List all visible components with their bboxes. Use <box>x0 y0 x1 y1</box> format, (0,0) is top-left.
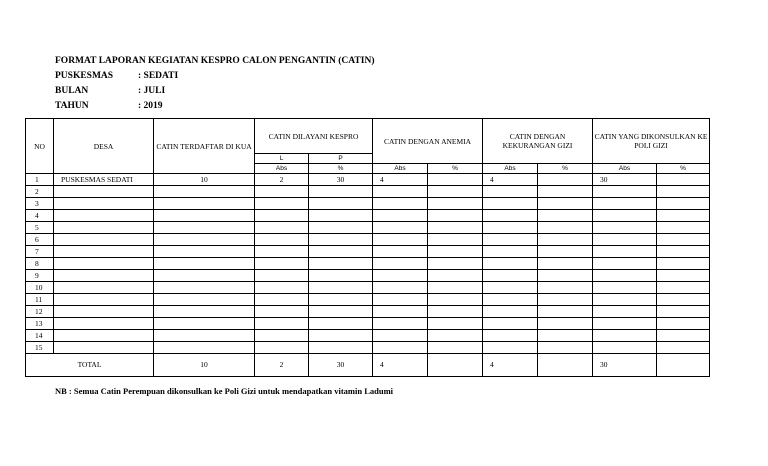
cell-gizi-pct <box>538 342 593 354</box>
cell-anemia-abs <box>373 318 428 330</box>
cell-kespro-pct <box>309 270 373 282</box>
cell-poli-abs <box>593 294 657 306</box>
cell-no: 6 <box>26 234 54 246</box>
col-pct-header: % <box>538 164 593 174</box>
cell-no: 4 <box>26 210 54 222</box>
cell-poli-abs <box>593 198 657 210</box>
col-pct-header: % <box>428 164 483 174</box>
cell-no: 13 <box>26 318 54 330</box>
cell-desa <box>54 318 154 330</box>
cell-kespro-abs <box>255 222 309 234</box>
table-row <box>26 306 710 318</box>
cell-no: 5 <box>26 222 54 234</box>
cell-gizi-pct <box>538 234 593 246</box>
cell-terdaftar <box>154 186 255 198</box>
info-value: : JULI <box>138 86 166 96</box>
info-key: BULAN <box>55 86 89 96</box>
cell-gizi-abs: 4 <box>483 174 538 186</box>
cell-terdaftar <box>154 270 255 282</box>
col-pct-header: % <box>309 164 373 174</box>
info-key: PUSKESMAS <box>55 71 114 81</box>
cell-no: 3 <box>26 198 54 210</box>
cell-anemia-abs: 4 <box>373 174 428 186</box>
cell-gizi-pct <box>538 198 593 210</box>
cell-poli-abs <box>593 246 657 258</box>
cell-gizi-pct <box>538 282 593 294</box>
cell-no: 12 <box>26 306 54 318</box>
cell-gizi-abs <box>483 198 538 210</box>
cell-anemia-pct <box>428 306 483 318</box>
cell-anemia-abs <box>373 282 428 294</box>
report-title: FORMAT LAPORAN KEGIATAN KESPRO CALON PENGANTIN (CATIN) <box>55 56 375 66</box>
cell-anemia-pct <box>428 270 483 282</box>
table-row <box>26 330 710 342</box>
cell-poli-abs <box>593 318 657 330</box>
cell-anemia-pct <box>428 342 483 354</box>
table-row <box>26 186 710 198</box>
info-tahun <box>55 101 163 111</box>
cell-poli-abs <box>593 282 657 294</box>
cell-kespro-abs <box>255 258 309 270</box>
cell-poli-pct <box>657 222 710 234</box>
cell-gizi-pct <box>538 330 593 342</box>
cell-poli-abs <box>593 234 657 246</box>
cell-gizi-pct <box>538 186 593 198</box>
table-row <box>26 246 710 258</box>
cell-no: 1 <box>26 174 54 186</box>
total-anemia-pct <box>428 354 483 377</box>
cell-desa <box>54 294 154 306</box>
cell-gizi-abs <box>483 234 538 246</box>
table-row <box>26 342 710 354</box>
cell-desa: PUSKESMAS SEDATI <box>54 174 154 186</box>
cell-kespro-abs <box>255 210 309 222</box>
footnote: NB : Semua Catin Perempuan dikonsulkan ke Poli Gizi untuk mendapatkan vitamin Ladumi <box>55 386 394 396</box>
cell-gizi-abs <box>483 330 538 342</box>
cell-no: 9 <box>26 270 54 282</box>
cell-gizi-pct <box>538 174 593 186</box>
cell-poli-pct <box>657 318 710 330</box>
cell-terdaftar <box>154 246 255 258</box>
cell-poli-abs <box>593 210 657 222</box>
total-poli-pct <box>657 354 710 377</box>
table-row <box>26 222 710 234</box>
cell-anemia-abs <box>373 330 428 342</box>
cell-kespro-abs <box>255 306 309 318</box>
cell-desa <box>54 258 154 270</box>
cell-kespro-pct <box>309 246 373 258</box>
table-row <box>26 210 710 222</box>
cell-terdaftar <box>154 198 255 210</box>
cell-poli-abs <box>593 306 657 318</box>
col-anemia-header: CATIN DENGAN ANEMIA <box>373 119 483 164</box>
cell-terdaftar <box>154 210 255 222</box>
info-value: : 2019 <box>138 101 163 111</box>
cell-terdaftar <box>154 258 255 270</box>
cell-anemia-abs <box>373 246 428 258</box>
cell-desa <box>54 282 154 294</box>
cell-no: 15 <box>26 342 54 354</box>
cell-poli-pct <box>657 174 710 186</box>
cell-anemia-pct <box>428 282 483 294</box>
cell-gizi-pct <box>538 222 593 234</box>
total-anemia-abs: 4 <box>373 354 428 377</box>
cell-kespro-pct <box>309 222 373 234</box>
cell-kespro-pct <box>309 318 373 330</box>
col-abs-header: Abs <box>373 164 428 174</box>
report-table <box>25 118 710 377</box>
cell-no: 10 <box>26 282 54 294</box>
cell-anemia-pct <box>428 294 483 306</box>
cell-desa <box>54 234 154 246</box>
cell-terdaftar <box>154 294 255 306</box>
cell-anemia-abs <box>373 270 428 282</box>
table-row <box>26 198 710 210</box>
cell-poli-pct <box>657 198 710 210</box>
cell-kespro-abs <box>255 342 309 354</box>
cell-gizi-abs <box>483 282 538 294</box>
cell-terdaftar <box>154 318 255 330</box>
cell-desa <box>54 342 154 354</box>
cell-terdaftar <box>154 234 255 246</box>
cell-poli-pct <box>657 270 710 282</box>
cell-anemia-abs <box>373 210 428 222</box>
cell-gizi-abs <box>483 186 538 198</box>
col-no-header: NO <box>26 119 54 174</box>
total-row <box>26 354 710 377</box>
cell-poli-pct <box>657 258 710 270</box>
cell-anemia-pct <box>428 330 483 342</box>
cell-anemia-pct <box>428 210 483 222</box>
table-row <box>26 294 710 306</box>
col-abs-header: Abs <box>593 164 657 174</box>
col-p-header: P <box>309 154 373 164</box>
info-value: : SEDATI <box>138 71 179 81</box>
cell-desa <box>54 330 154 342</box>
cell-desa <box>54 186 154 198</box>
cell-kespro-pct <box>309 234 373 246</box>
cell-poli-pct <box>657 246 710 258</box>
cell-anemia-pct <box>428 198 483 210</box>
cell-kespro-abs <box>255 282 309 294</box>
cell-kespro-abs <box>255 270 309 282</box>
cell-kespro-abs <box>255 246 309 258</box>
cell-poli-abs <box>593 270 657 282</box>
total-terdaftar: 10 <box>154 354 255 377</box>
col-desa-header: DESA <box>54 119 154 174</box>
cell-gizi-pct <box>538 306 593 318</box>
cell-kespro-pct <box>309 330 373 342</box>
total-gizi-pct <box>538 354 593 377</box>
cell-anemia-pct <box>428 174 483 186</box>
cell-poli-abs <box>593 342 657 354</box>
cell-gizi-pct <box>538 270 593 282</box>
table-row <box>26 174 710 186</box>
cell-kespro-pct <box>309 342 373 354</box>
cell-gizi-pct <box>538 210 593 222</box>
cell-anemia-pct <box>428 246 483 258</box>
cell-kespro-pct <box>309 186 373 198</box>
cell-no: 7 <box>26 246 54 258</box>
cell-gizi-abs <box>483 342 538 354</box>
cell-gizi-abs <box>483 306 538 318</box>
table-row <box>26 258 710 270</box>
cell-kespro-abs <box>255 330 309 342</box>
cell-poli-abs <box>593 258 657 270</box>
cell-terdaftar <box>154 282 255 294</box>
cell-gizi-pct <box>538 246 593 258</box>
cell-gizi-pct <box>538 318 593 330</box>
cell-anemia-abs <box>373 306 428 318</box>
cell-kespro-abs <box>255 294 309 306</box>
col-kespro-header: CATIN DILAYANI KESPRO <box>255 119 373 154</box>
cell-poli-pct <box>657 282 710 294</box>
cell-anemia-pct <box>428 222 483 234</box>
cell-kespro-pct <box>309 198 373 210</box>
table-row <box>26 270 710 282</box>
cell-terdaftar <box>154 306 255 318</box>
cell-anemia-abs <box>373 198 428 210</box>
cell-anemia-abs <box>373 258 428 270</box>
total-poli-abs: 30 <box>593 354 657 377</box>
cell-desa <box>54 198 154 210</box>
col-abs-header: Abs <box>255 164 309 174</box>
cell-kespro-abs <box>255 186 309 198</box>
cell-kespro-pct <box>309 258 373 270</box>
cell-desa <box>54 270 154 282</box>
cell-kespro-pct: 30 <box>309 174 373 186</box>
cell-anemia-pct <box>428 318 483 330</box>
cell-terdaftar <box>154 342 255 354</box>
cell-gizi-abs <box>483 258 538 270</box>
cell-anemia-abs <box>373 234 428 246</box>
cell-no: 2 <box>26 186 54 198</box>
col-l-header: L <box>255 154 309 164</box>
total-label: TOTAL <box>26 354 154 377</box>
cell-no: 11 <box>26 294 54 306</box>
col-terdaftar-header: CATIN TERDAFTAR DI KUA <box>154 119 255 174</box>
cell-poli-pct <box>657 330 710 342</box>
cell-kespro-abs <box>255 318 309 330</box>
cell-no: 14 <box>26 330 54 342</box>
cell-poli-pct <box>657 306 710 318</box>
cell-kespro-pct <box>309 306 373 318</box>
total-kespro-abs: 2 <box>255 354 309 377</box>
cell-anemia-abs <box>373 186 428 198</box>
cell-anemia-pct <box>428 234 483 246</box>
cell-gizi-abs <box>483 270 538 282</box>
cell-poli-abs <box>593 186 657 198</box>
cell-anemia-abs <box>373 294 428 306</box>
info-puskesmas <box>55 71 178 81</box>
col-gizi-header: CATIN DENGAN KEKURANGAN GIZI <box>483 119 593 164</box>
cell-poli-abs <box>593 330 657 342</box>
cell-desa <box>54 246 154 258</box>
cell-kespro-pct <box>309 210 373 222</box>
cell-anemia-pct <box>428 258 483 270</box>
cell-kespro-abs <box>255 234 309 246</box>
table-row <box>26 282 710 294</box>
cell-kespro-abs <box>255 198 309 210</box>
total-gizi-abs: 4 <box>483 354 538 377</box>
col-poli-header: CATIN YANG DIKONSULKAN KE POLI GIZI <box>593 119 710 164</box>
cell-desa <box>54 222 154 234</box>
cell-anemia-pct <box>428 186 483 198</box>
cell-poli-pct <box>657 342 710 354</box>
cell-terdaftar: 10 <box>154 174 255 186</box>
cell-kespro-pct <box>309 294 373 306</box>
cell-gizi-pct <box>538 258 593 270</box>
cell-poli-pct <box>657 186 710 198</box>
table-row <box>26 234 710 246</box>
header-row <box>26 119 710 154</box>
cell-desa <box>54 306 154 318</box>
cell-kespro-abs: 2 <box>255 174 309 186</box>
cell-anemia-abs <box>373 342 428 354</box>
cell-poli-pct <box>657 294 710 306</box>
table-row <box>26 318 710 330</box>
cell-terdaftar <box>154 330 255 342</box>
cell-kespro-pct <box>309 282 373 294</box>
cell-gizi-pct <box>538 294 593 306</box>
cell-gizi-abs <box>483 246 538 258</box>
col-pct-header: % <box>657 164 710 174</box>
cell-gizi-abs <box>483 222 538 234</box>
cell-gizi-abs <box>483 318 538 330</box>
cell-poli-pct <box>657 210 710 222</box>
info-key: TAHUN <box>55 101 89 111</box>
cell-gizi-abs <box>483 294 538 306</box>
total-kespro-pct: 30 <box>309 354 373 377</box>
cell-anemia-abs <box>373 222 428 234</box>
cell-gizi-abs <box>483 210 538 222</box>
table-body <box>26 174 710 354</box>
cell-no: 8 <box>26 258 54 270</box>
cell-poli-pct <box>657 234 710 246</box>
col-abs-header: Abs <box>483 164 538 174</box>
cell-terdaftar <box>154 222 255 234</box>
cell-poli-abs <box>593 222 657 234</box>
info-bulan <box>55 86 165 96</box>
cell-desa <box>54 210 154 222</box>
cell-poli-abs: 30 <box>593 174 657 186</box>
